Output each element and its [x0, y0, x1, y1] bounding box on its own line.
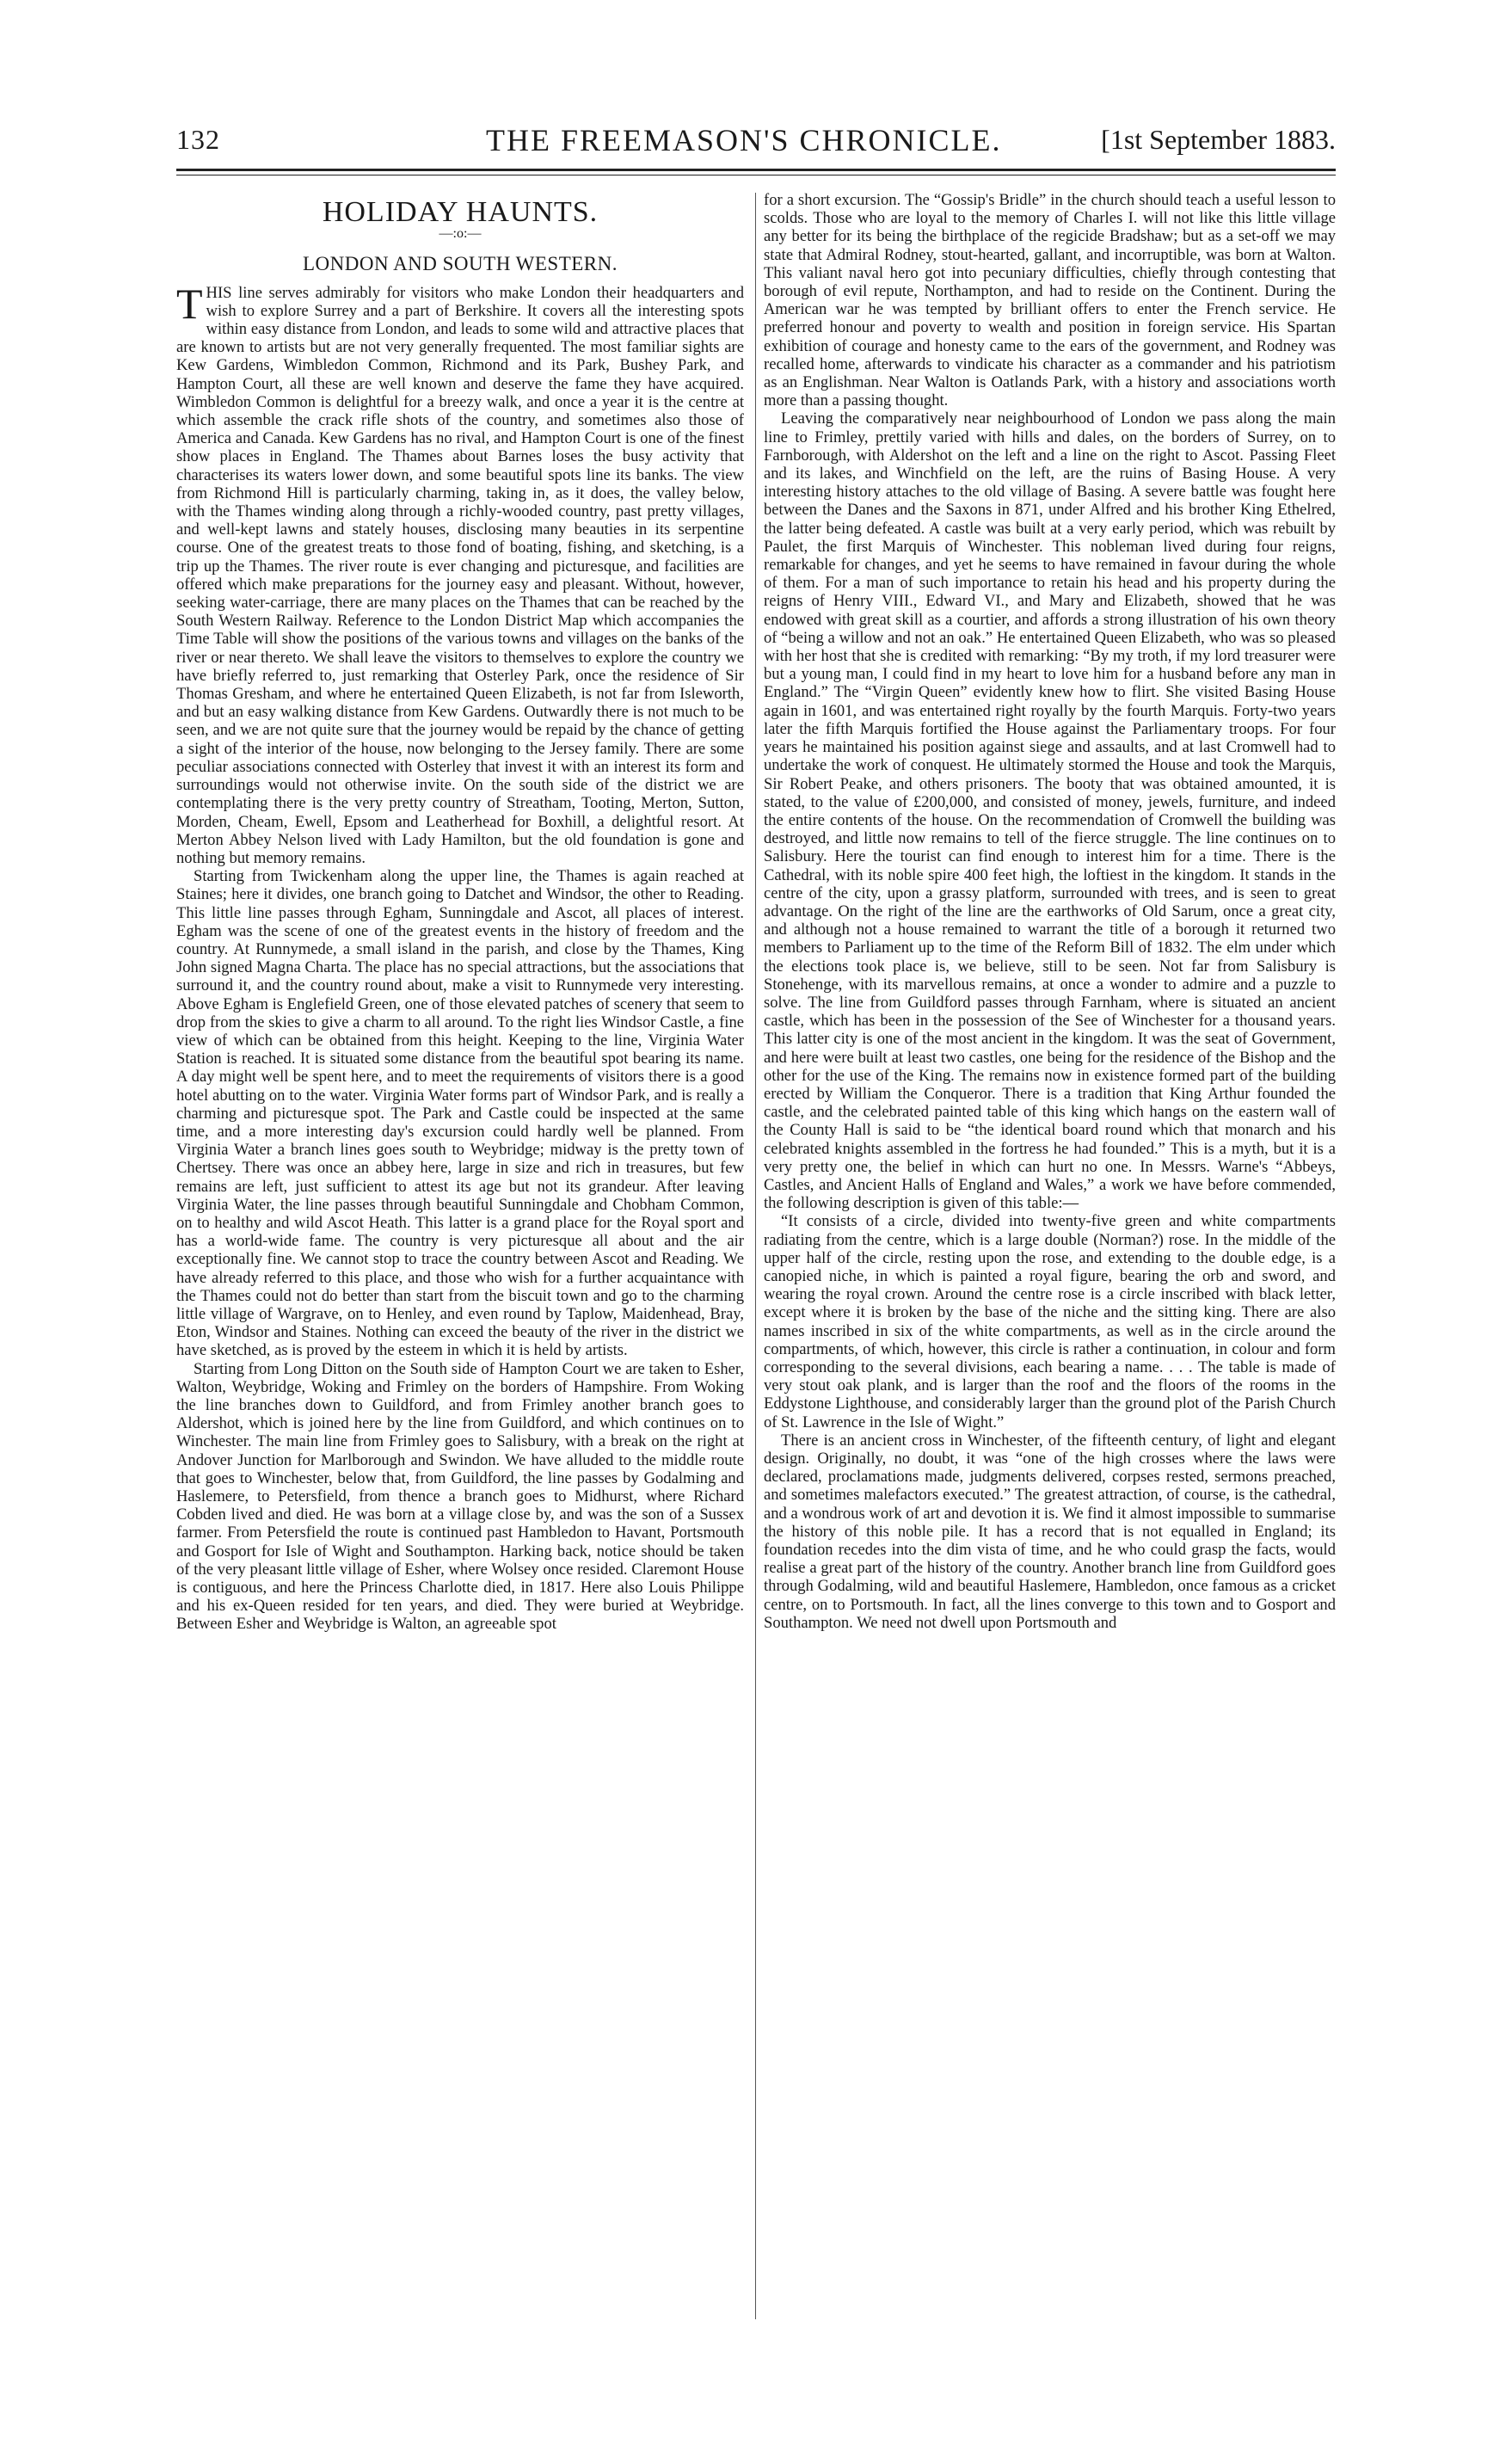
left-column: [176, 196, 744, 1634]
title-separator: —:o:—: [439, 226, 482, 242]
paragraph: [176, 279, 744, 868]
paragraph: Leaving the comparatively near neighbourhood of London we pass along the main line to Frimley, prettily varied with hills and dales, on the borders of Surrey, on to Farnborough, with Aldershot on the left and a line on the right to Ascot. Passing Fleet and its lakes, and Winchfield on the left, are the ruins of Basing House. A very interesting history attaches to the old village of Basing. A severe battle was fought here between the Danes and the Saxons in 871, under Alfred and his brother King Ethelred, the latter being defeated. A castle was built at a very early period, which was rebuilt by Paulet, the first Marquis of Winchester. This nobleman lived during four reigns, remarkable for changes, and yet he seems to have remained in favour during the whole of them. For a man of such importance to retain his head and his property during the reigns of Henry VIII., Edward VI., and Mary and Elizabeth, showed that he was endowed with great skill as a courtier, and affords a strong illustration of his own theory of “being a willow and not an oak.” He entertained Queen Elizabeth, who was so pleased with her host that she is credited with remarking: “By my troth, if my lord treasurer were but a young man, I could find in my heart to love him for a husband before any man in England.” The “Virgin Queen” evidently knew how to flirt. She visited Basing House again in 1601, and was entertained right royally by the fourth Marquis. Forty-two years later the fifth Marquis fortified the House against the Parliamentary troops. For four years he maintained his position against siege and assaults, and at last Cromwell had to undertake the work of conquest. He ultimately stormed the House and took the Marquis, Sir Robert Peake, and others prisoners. The booty that was obtained amounted, it is stated, to the value of £200,000, and consisted of money, jewels, furniture, and indeed the entire contents of the house. On the recommendation of Cromwell the building was destroyed, and little now remains to tell of the fierce struggle. The line continues on to Salisbury. Here the tourist can find enough to interest him for a time. There is the Cathedral, with its noble spire 400 feet high, the loftiest in the kingdom. It stands in the centre of the city, upon a grassy platform, surrounded with trees, and is seen to great advantage. On the right of the line are the earthworks of Old Sarum, once a great city, and although not a house remained to warrant the title of a borough it returned two members to Parliament up to the time of the Reform Bill of 1832. The elm under which the elections took place is, we believe, still to be seen. Not far from Salisbury is Stonehenge, with its marvellous remains, at once a wonder to admire and a puzzle to solve. The line from Guildford passes through Farnham, where is situated an ancient castle, which has been in the possession of the See of Winchester for a thousand years. This latter city is one of the most ancient in the kingdom. It was the seat of Government, and here were built at least two castles, one being for the residence of the Bishop and the other for the use of the King. The remains now in existence formed part of the building erected by William the Conqueror. There is a tradition that King Arthur founded the castle, and the celebrated painted table of this king which hangs on the eastern wall of the County Hall is said to be “the identical board round which that monarch and his celebrated knights assembled in the fortress he had founded.” This is a myth, but it is a very pretty one, the belief in which can hurt no one. In Messrs. Warne's “Abbeys, Castles, and Ancient Halls of England and Wales,” a work we have before commended, the following description is given of this table:—: [764, 409, 1336, 1213]
drop-cap: T: [176, 279, 203, 328]
page-header: [176, 122, 1336, 162]
page-number: 132: [176, 124, 220, 155]
header-rule-thick: [176, 169, 1336, 171]
article-subtitle: LONDON AND SOUTH WESTERN.: [302, 253, 618, 275]
quoted-paragraph: “It consists of a circle, divided into twenty-five green and white compartments radiating from the centre, which is a large double (Norman?) rose. In the middle of the upper half of the circle, resting upon the rose, and extending to the double edge, is a canopied niche, in which is painted a royal figure, bearing the orb and sword, and wearing the royal crown. Around the centre rose is a circle inscribed with black letter, except where it is broken by the base of the niche and the sitting king. There are also names inscribed in six of the white compartments, as well as in the circle around the compartments, of which, however, this circle is rather a continuation, in colour and form corresponding to the several divisions, each bearing a name. . . . The table is made of very stout oak plank, and is larger than the roof and the floors of the rooms in the Eddystone Lighthouse, and considerably larger than the ground plot of the Parish Church of St. Lawrence in the Isle of Wight.”: [764, 1212, 1336, 1431]
paragraph: There is an ancient cross in Winchester, of the fifteenth century, of light and elegant design. Originally, no doubt, it was “one of the high crosses where the laws were declared, proclamations made, judgments delivered, corpses rested, sermons preached, and sometimes malefactors executed.” The greatest attraction, of course, is the cathedral, and a wondrous work of art and devotion it is. We find it almost impossible to summarise the history of this noble pile. It has a record that is not equalled in England; its foundation recedes into the dim vista of time, and he who could grasp the facts, would realise a great part of the history of the country. Another branch line from Guildford goes through Godalming, wild and beautiful Haslemere, Hambledon, once famous as a cricket centre, on to Portsmouth. In fact, all the lines converge to this town and to Gosport and Southampton. We need not dwell upon Portsmouth and: [764, 1431, 1336, 1632]
paragraph: for a short excursion. The “Gossip's Bridle” in the church should teach a useful lesson to scolds. Those who are loyal to the memory of Charles I. will not like this little village any better for its being the birthplace of the regicide Bradshaw; but as a set-off we may state that Admiral Rodney, stout-hearted, gallant, and incorruptible, was born at Walton. This valiant naval hero got into pecuniary difficulties, chiefly through contesting that borough of evil repute, Northampton, and had to reside on the Continent. During the American war he was tempted by brilliant offers to enter the French service. He preferred honour and poverty to wealth and position in foreign service. His Spartan exhibition of courage and honesty came to the ears of the government, and Rodney was recalled home, afterwards to vindicate his character as a commander and his patriotism as an Englishman. Near Walton is Oatlands Park, with a history and associations worth more than a passing thought.: [764, 191, 1336, 410]
article-title: HOLIDAY HAUNTS.: [322, 196, 599, 228]
issue-date: [1st September 1883.: [1101, 124, 1336, 155]
paragraph: Starting from Twickenham along the upper line, the Thames is again reached at Staines; here it divides, one branch going to Datchet and Windsor, the other to Reading. This little line passes through Egham, Sunningdale and Ascot, all places of interest. Egham was the scene of one of the greatest events in the history of freedom and the country. At Runnymede, a small island in the parish, and close by the Thames, King John signed Magna Charta. The place has no special attractions, but the associations that surround it, and the country round about, make a visit to Runnymede very interesting. Above Egham is Englefield Green, one of those elevated patches of scenery that seem to drop from the skies to give a charm to all around. To the right lies Windsor Castle, a fine view of which can be obtained from this height. Keeping to the line, Virginia Water Station is reached. It is situated some distance from the beautiful spot bearing its name. A day might well be spent here, and to meet the requirements of visitors there is a good hotel abutting on to the water. Virginia Water forms part of Windsor Park, and is really a charming and picturesque spot. The Park and Castle could be inspected at the same time, and a more interesting day's excursion could hardly well be planned. From Virginia Water a branch lines goes south to Weybridge; midway is the pretty town of Chertsey. There was once an abbey here, large in size and rich in treasures, but few remains are left, just sufficient to attest its age but not its grandeur. After leaving Virginia Water, the line passes through beautiful Sunningdale and Chobham Common, on to healthy and wild Ascot Heath. This latter is a grand place for the Royal sport and has a world-wide fame. The country is very picturesque all about and the air exceptionally fine. We cannot stop to trace the country between Ascot and Reading. We have already referred to this place, and those who wish for a further acquaintance with the Thames could not do better than start from the biscuit town and go to the charming little village of Wargrave, on to Henley, and even round by Taplow, Maidenhead, Bray, Eton, Windsor and Staines. Nothing can exceed the beauty of the river in the district we have sketched, as is proved by the esteem in which it is held by artists.: [176, 867, 744, 1360]
paragraph-text: HIS line serves admirably for visitors who make London their headquarters and wish to explore Surrey and a part of Berkshire. It covers all the interesting spots within easy distance from London, and leads to some wild and attractive places that are known to artists but are not very generally frequented. The most familiar sights are Kew Gardens, Wimbledon Common, Richmond and its Park, Bushey Park, and Hampton Court, all these are well known and deserve the fame they have acquired. Wimbledon Common is delightful for a breezy walk, and once a year it is the centre at which assemble the crack rifle shots of the country, and sometimes also those of America and Canada. Kew Gardens has no rival, and Hampton Court is one of the finest show places in England. The Thames about Barnes loses the busy activity that characterises its waters lower down, and some beautiful spots line its banks. The view from Richmond Hill is particularly charming, taking in, as it does, the valley below, with the Thames winding along through a richly-wooded country, past pretty villages, and well-kept lawns and stately houses, disclosing many beauties in its serpentine course. One of the greatest treats to those fond of boating, fishing, and sketching, is a trip up the Thames. The river route is ever changing and picturesque, and facilities are offered which make preparations for the journey easy and pleasant. Without, however, seeking water-carriage, there are many places on the Thames that can be reached by the South Western Railway. Reference to the London District Map which accompanies the Time Table will show the positions of the various towns and villages on the banks of the river or near thereto. We shall leave the visitors to themselves to explore the country we have briefly referred to, just remarking that Osterley Park, once the residence of Sir Thomas Gresham, and where he entertained Queen Elizabeth, is not far from Isleworth, and but an easy walking distance from Kew Gardens. Outwardly there is not much to be seen, and we are not quite sure that the journey would be repaid by the chance of getting a sight of the interior of the house, now belonging to the Jersey family. There are some peculiar associations connected with Osterley that invest it with an interest its form and surroundings would not otherwise invite. On the south side of the district we are contemplating there is the very pretty country of Streatham, Tooting, Merton, Sutton, Morden, Cheam, Ewell, Epsom and Leatherhead for Boxhill, a delightful resort. At Merton Abbey Nelson lived with Lady Hamilton, but the old foundation is gone and nothing but memory remains.: [176, 283, 744, 867]
paragraph: Starting from Long Ditton on the South side of Hampton Court we are taken to Esher, Walton, Weybridge, Woking and Frimley on the borders of Hampshire. From Woking the line branches down to Guildford, and from Frimley another branch goes to Aldershot, which is joined here by the line from Guildford, and which continues on to Winchester. The main line from Frimley goes to Salisbury, with a break on the right at Andover Junction for Marlborough and Swindon. We have alluded to the middle route that goes to Winchester, below that, from Guildford, the line passes by Godalming and Haslemere, to Petersfield, from thence a branch goes to Midhurst, where Richard Cobden lived and died. He was born at a village close by, and was the son of a Sussex farmer. From Petersfield the route is continued past Hambledon to Havant, Portsmouth and Gosport for Isle of Wight and Southampton. Harking back, notice should be taken of the very pleasant little village of Esher, where Wolsey once resided. Claremont House is contiguous, and here the Princess Charlotte died, in 1817. Here also Louis Philippe and his ex-Queen resided for ten years, and died. They were buried at Weybridge. Between Esher and Weybridge is Walton, an agreeable spot: [176, 1359, 744, 1634]
publication-title: THE FREEMASON'S CHRONICLE.: [486, 123, 1002, 157]
right-column: [764, 191, 1336, 1632]
column-divider: [755, 193, 756, 2319]
